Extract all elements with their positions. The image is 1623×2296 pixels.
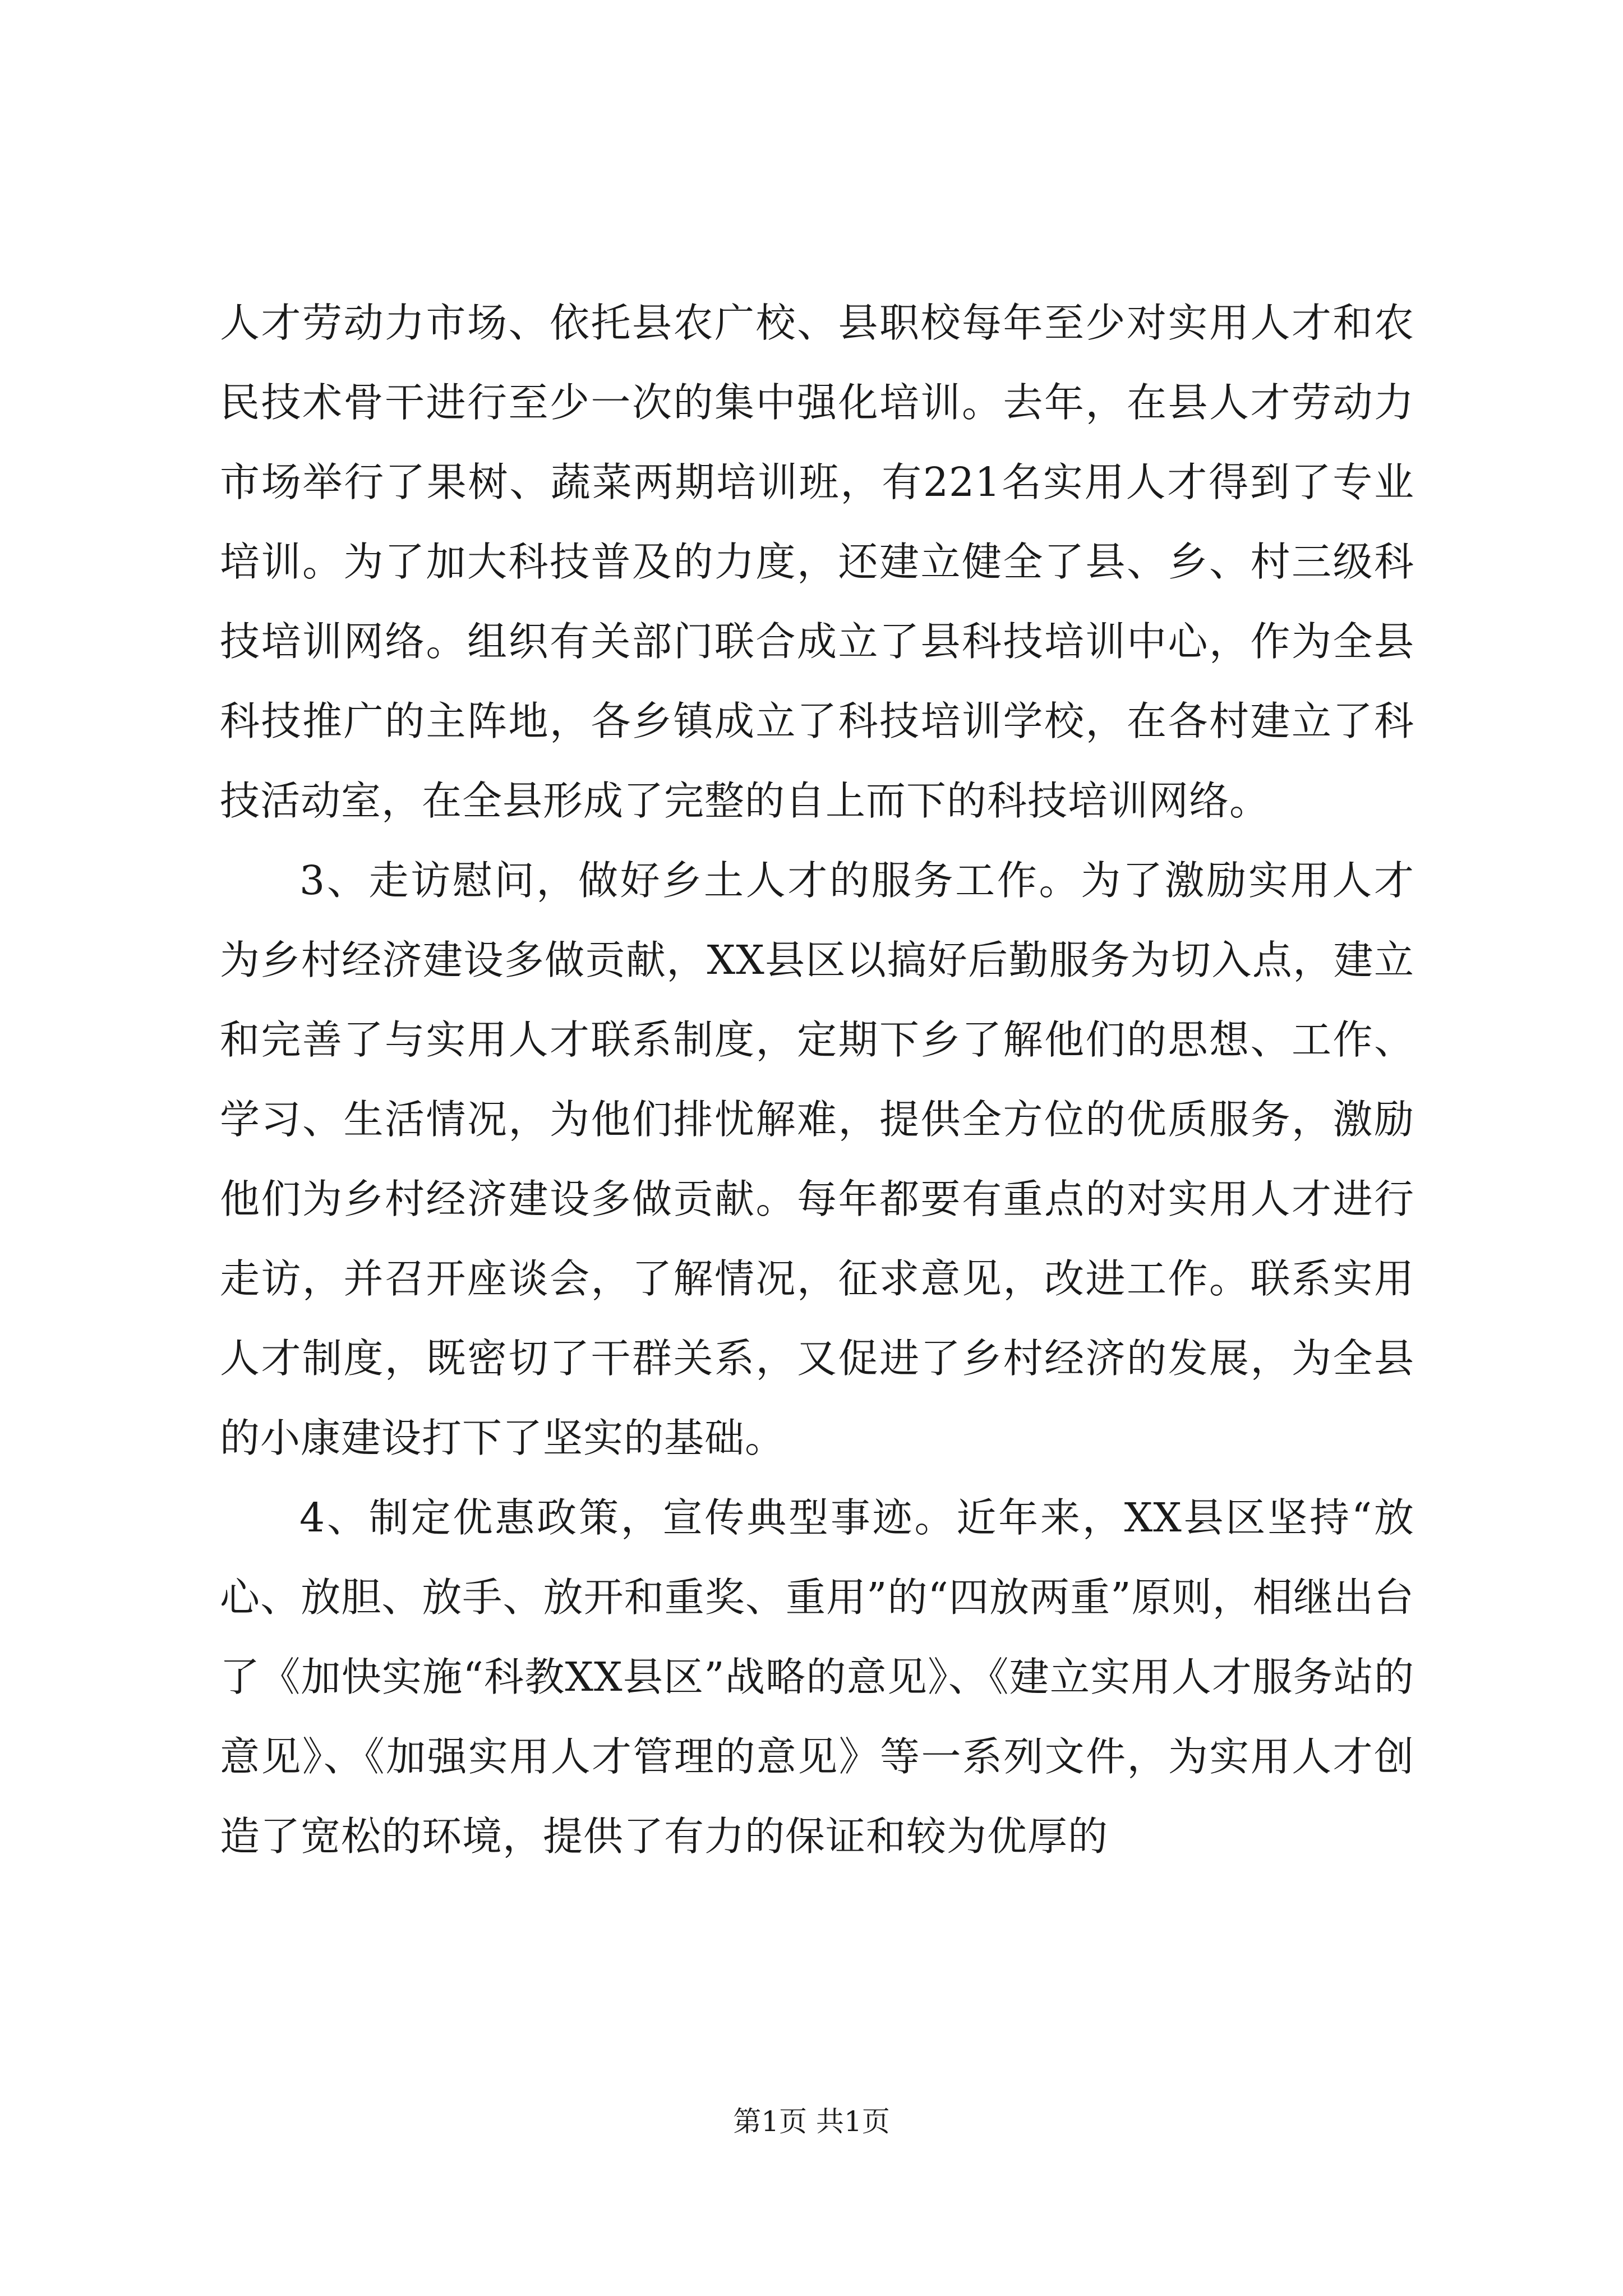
paragraph-training: 人才劳动力市场、依托县农广校、县职校每年至少对实用人才和农民技术骨干进行至少一次的集中强化培训。去年，在县人才劳动力市场举行了果树、蔬菜两期培训班，有221名实用人才得到了专业培训。为了加大科技普及的力度，还建立健全了县、乡、村三级科技培训网络。组织有关部门联合成立了县科技培训中心，作为全县科技推广的主阵地，各乡镇成立了科技培训学校，在各村建立了科技活动室，在全县形成了完整的自上而下的科技培训网络。 bbox=[220, 300, 1414, 824]
page-footer: 第1页 共1页 bbox=[733, 2105, 890, 2138]
paragraph-policy: 4、制定优惠政策，宣传典型事迹。近年来，XX县区坚持“放心、放胆、放手、放开和重奖、重用”的“四放两重”原则，相继出台了《加快实施“科教XX县区”战略的意见》、《建立实用人才服务站的意见》、《加强实用人才管理的意见》等一系列文件，为实用人才创造了宽松的环境，提供了有力的保证和较为优厚的 bbox=[220, 1494, 1414, 1860]
document-body bbox=[220, 283, 1414, 1876]
paragraph-service: 3、走访慰问，做好乡土人才的服务工作。为了激励实用人才为乡村经济建设多做贡献，XX县区以搞好后勤服务为切入点，建立和完善了与实用人才联系制度，定期下乡了解他们的思想、工作、学习、生活情况，为他们排忧解难，提供全方位的优质服务，激励他们为乡村经济建设多做贡献。每年都要有重点的对实用人才进行走访，并召开座谈会，了解情况，征求意见，改进工作。联系实用人才制度，既密切了干群关系，又促进了乡村经济的发展，为全县的小康建设打下了坚实的基础。 bbox=[220, 857, 1414, 1461]
